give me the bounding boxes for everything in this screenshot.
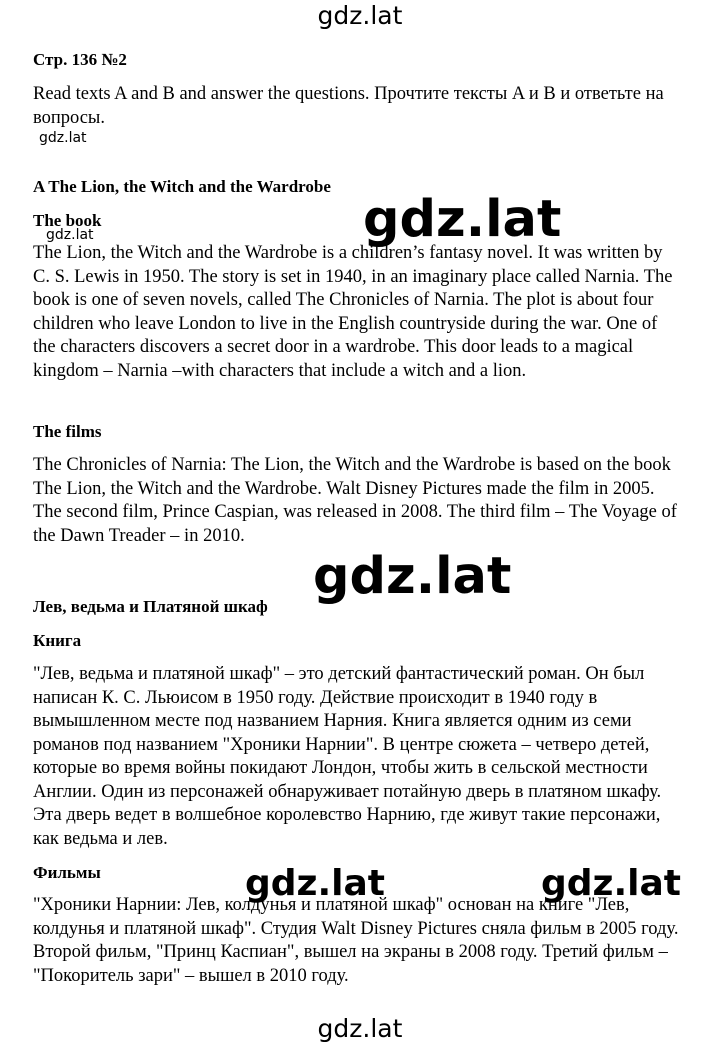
en-films-heading: The films <box>33 422 102 441</box>
en-book-paragraph: The Lion, the Witch and the Wardrobe is a children’s fantasy novel. It was written by C. S. Lewis in 1950. The story is set in 1940, in an imaginary place called Narnia. The book is one of seven novels, called The Chronicles of Narnia. The plot is about four children who leave London to live in the English countryside during the war. One of the characters discovers a secret door in a wardrobe. This door leads to a magical kingdom – Narnia –with characters that include a witch and a lion. <box>33 243 673 381</box>
watermark-mid-right: gdz.lat <box>541 863 682 904</box>
page-heading: Стр. 136 №2 <box>33 50 127 69</box>
watermark-small-2: gdz.lat <box>46 227 94 243</box>
en-films-paragraph: The Chronicles of Narnia: The Lion, the Witch and the Wardrobe is based on the book The Lion, the Witch and the Wardrobe. Walt Disney Pictures made the film in 2005. The second film, Prince Caspian, was released in 2008. The third film – The Voyage of the Dawn Treader – in 2010. <box>33 455 677 546</box>
ru-book-paragraph: "Лев, ведьма и платяной шкаф" – это детский фантастический роман. Он был написан К. С. Льюисом в 1950 году. Действие происходит в 1940 году в вымышленном месте под названием Нарния. Книга является одним из семи романов под названием "Хроники Нарнии". В центре сюжета – четверо детей, которые во время войны покидают Лондон, чтобы жить в сельской местности Англии. Один из персонажей обнаруживает потайную дверь в платяном шкафу. Эта дверь ведет в волшебное королевство Нарнию, где живут такие персонажи, как ведьма и лев. <box>33 664 662 849</box>
watermark-bottom: gdz.lat <box>317 1014 403 1043</box>
ru-films-heading: Фильмы <box>33 863 101 882</box>
watermark-mid-left: gdz.lat <box>245 863 386 904</box>
watermark-top: gdz.lat <box>317 1 403 30</box>
ru-title: Лев, ведьма и Платяной шкаф <box>33 597 268 616</box>
ru-films-paragraph: "Хроники Нарнии: Лев, колдунья и платяной шкаф" основан на книге "Лев, колдунья и платяной шкаф". Студия Walt Disney Pictures сняла фильм в 2005 году. Второй фильм, "Принц Каспиан", вышел на экраны в 2008 году. Третий фильм – "Покоритель зари" – вышел в 2010 году. <box>33 895 679 986</box>
en-book-heading: The book <box>33 211 102 230</box>
ru-book-heading: Книга <box>33 631 82 650</box>
watermark-big-2: gdz.lat <box>313 547 512 606</box>
watermark-big-1: gdz.lat <box>363 190 562 249</box>
watermark-small-1: gdz.lat <box>39 130 87 146</box>
instruction-text: Read texts A and B and answer the questions. Прочтите тексты A и B и ответьте на вопросы. <box>33 84 664 128</box>
section-a-title: A The Lion, the Witch and the Wardrobe <box>33 177 331 196</box>
